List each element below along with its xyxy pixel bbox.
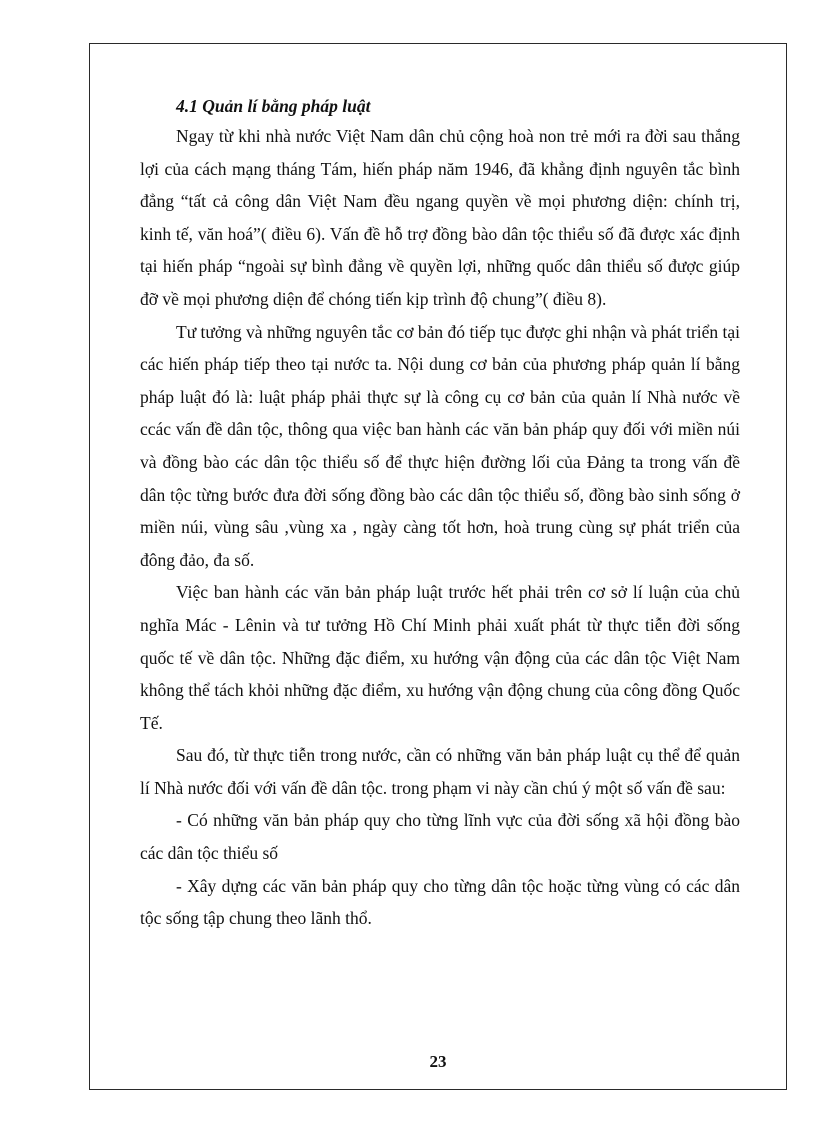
bullet-item-1: - Có những văn bản pháp quy cho từng lĩnh vực của đời sống xã hội đồng bào các dân tộc thiểu số xyxy=(140,810,740,864)
section-heading: 4.1 Quản lí bằng pháp luật xyxy=(176,96,371,116)
paragraph-1: Ngay từ khi nhà nước Việt Nam dân chủ cộng hoà non trẻ mới ra đời sau thắng lợi của cách mạng tháng Tám, hiến pháp năm 1946, đã khẳng định nguyên tắc bình đẳng “tất cả công dân Việt Nam đều ngang quyền về mọi phương diện: chính trị, kinh tế, văn hoá”( điều 6). Vấn đề hỗ trợ đồng bào dân tộc thiểu số đã được xác định tại hiến pháp “ngoài sự bình đẳng về quyền lợi, những quốc dân thiểu số được giúp đỡ về mọi phương diện để chóng tiến kịp trình độ chung”( điều 8). xyxy=(140,126,740,309)
page-number: 23 xyxy=(429,1052,447,1071)
paragraph-2: Tư tưởng và những nguyên tắc cơ bản đó tiếp tục được ghi nhận và phát triển tại các hiến pháp tiếp theo tại nước ta. Nội dung cơ bản của phương pháp quản lí bằng pháp luật đó là: luật pháp phải thực sự là công cụ cơ bản của quản lí Nhà nước về ccác vấn đề dân tộc, thông qua việc ban hành các văn bản pháp quy đối với miền núi và đồng bào các dân tộc thiểu số để thực hiện đường lối của Đảng ta trong vấn đề dân tộc từng bước đưa đời sống đồng bào các dân tộc thiểu số, đồng bào sinh sống ở miền núi, vùng sâu ,vùng xa , ngày càng tốt hơn, hoà trung cùng sự phát triển của đông đảo, đa số. xyxy=(140,321,740,570)
bullet-item-2: - Xây dựng các văn bản pháp quy cho từng dân tộc hoặc từng vùng có các dân tộc sống tập chung theo lãnh thổ. xyxy=(140,875,740,929)
document-body xyxy=(140,92,740,935)
paragraph-3: Việc ban hành các văn bản pháp luật trước hết phải trên cơ sở lí luận của chủ nghĩa Mác - Lênin và tư tưởng Hồ Chí Minh phải xuất phát từ thực tiễn đời sống quốc tế về dân tộc. Những đặc điểm, xu hướng vận động của các dân tộc Việt Nam không thể tách khỏi những đặc điểm, xu hướng vận động chung của công đồng Quốc Tế. xyxy=(140,582,740,733)
paragraph-4: Sau đó, từ thực tiễn trong nước, cần có những văn bản pháp luật cụ thể để quản lí Nhà nước đối với vấn đề dân tộc. trong phạm vi này cần chú ý một số vấn đề sau: xyxy=(140,745,740,798)
